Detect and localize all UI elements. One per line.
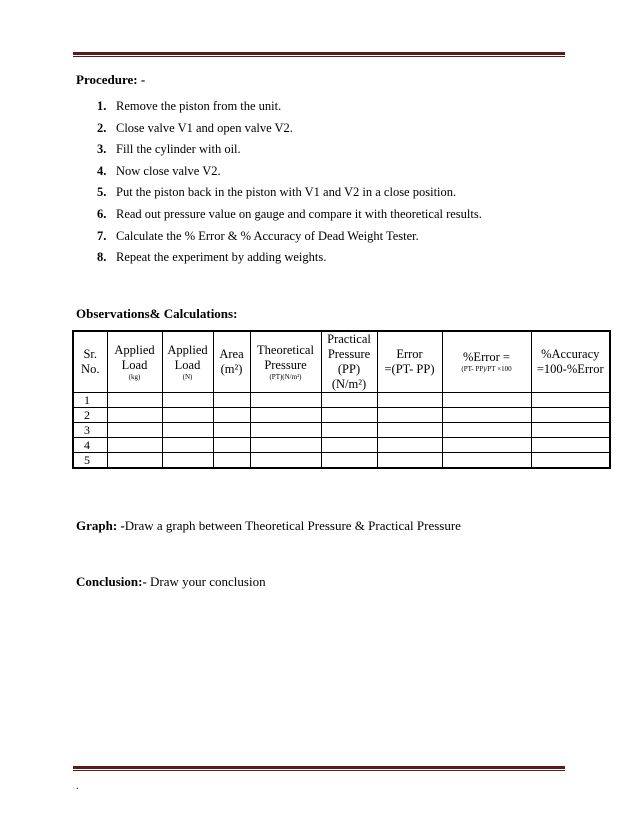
step-8: 8. Repeat the experiment by adding weights.: [97, 250, 327, 265]
table-row: 4: [73, 438, 610, 453]
graph-section: [76, 518, 461, 534]
step-2: 2. Close valve V1 and open valve V2.: [97, 120, 293, 135]
step-7: 7. Calculate the % Error & % Accuracy of Dead Weight Tester.: [97, 228, 419, 243]
footer-dot: .: [76, 781, 79, 792]
table-row: 3: [73, 423, 610, 438]
table-row: 5: [73, 453, 610, 469]
conclusion-text: Draw your conclusion: [146, 574, 266, 589]
observation-table: [72, 330, 611, 469]
observations-heading: Observations& Calculations:: [76, 306, 238, 321]
col-load-n: Applied Load (N): [162, 331, 213, 393]
col-error: Error =(PT- PP): [377, 331, 442, 393]
graph-label: Graph: -: [76, 518, 125, 533]
step-5: 5. Put the piston back in the piston with V1 and V2 in a close position.: [97, 185, 457, 200]
table-header-row: [73, 331, 610, 393]
top-divider: [73, 52, 565, 57]
bottom-divider: [73, 766, 565, 771]
col-percent-accuracy: %Accuracy =100-%Error: [531, 331, 610, 393]
procedure-heading: Procedure: -: [76, 72, 146, 87]
col-practical-pressure: Practical Pressure (PP) (N/m²): [321, 331, 377, 393]
conclusion-section: [76, 574, 266, 590]
step-3: 3. Fill the cylinder with oil.: [97, 142, 241, 157]
conclusion-label: Conclusion:-: [76, 574, 147, 589]
step-1: 1. Remove the piston from the unit.: [97, 99, 282, 113]
step-6: 6. Read out pressure value on gauge and compare it with theoretical results.: [97, 206, 482, 221]
col-area: Area (m²): [213, 331, 250, 393]
table-row: 2: [73, 408, 610, 423]
step-4: 4. Now close valve V2.: [97, 163, 221, 178]
table-row: 1: [73, 393, 610, 408]
graph-text: Draw a graph between Theoretical Pressure & Practical Pressure: [124, 518, 461, 533]
procedure-steps: [97, 98, 482, 271]
col-load-kg: Applied Load (kg): [107, 331, 162, 393]
col-sr-no: Sr. No.: [73, 331, 107, 393]
col-percent-error: %Error = (PT- PP)/PT ×100: [442, 331, 531, 393]
col-theoretical-pressure: Theoretical Pressure (PT)(N/m²): [250, 331, 321, 393]
